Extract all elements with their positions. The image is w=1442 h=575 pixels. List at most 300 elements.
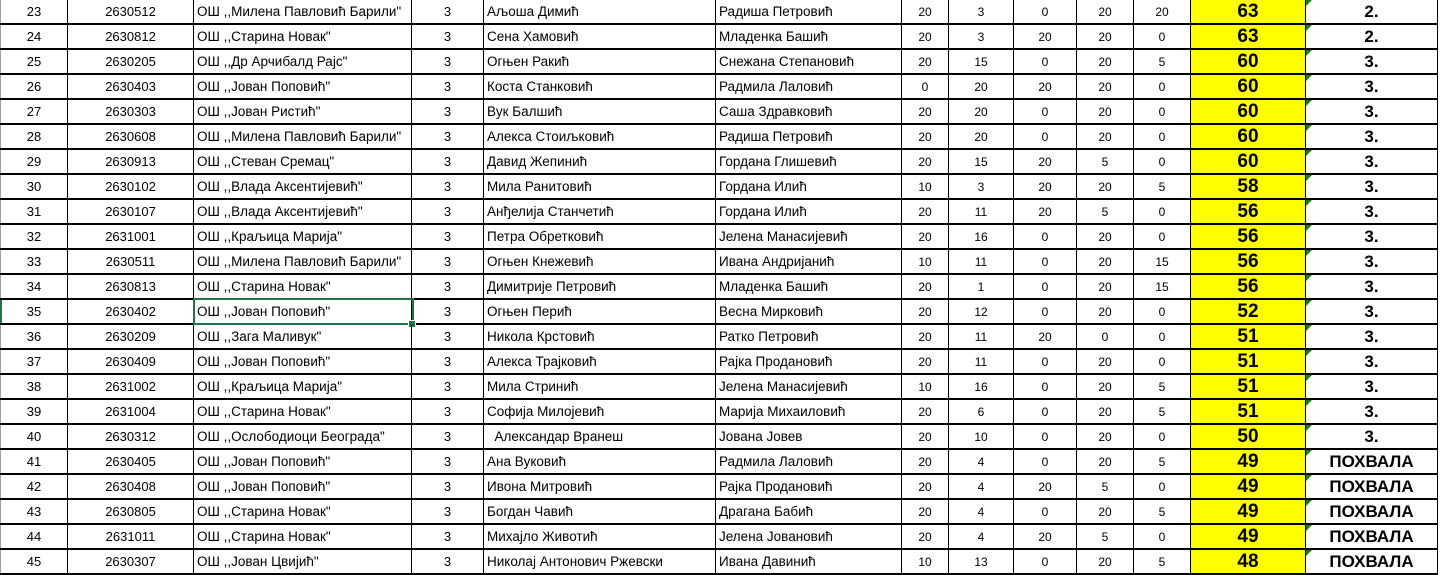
- cell-student[interactable]: [484, 500, 716, 523]
- cell-student[interactable]: [484, 525, 716, 548]
- cell-student[interactable]: [484, 100, 716, 123]
- cell-rank[interactable]: [1306, 350, 1438, 373]
- cell-mentor[interactable]: [716, 25, 902, 48]
- cell-total[interactable]: [1191, 125, 1306, 148]
- cell-grade[interactable]: [412, 450, 484, 473]
- cell-task-4[interactable]: [1077, 300, 1134, 323]
- cell-task-4[interactable]: [1077, 175, 1134, 198]
- cell-total[interactable]: [1191, 150, 1306, 173]
- cell-total[interactable]: [1191, 25, 1306, 48]
- cell-grade[interactable]: [412, 325, 484, 348]
- cell-student[interactable]: [484, 275, 716, 298]
- cell-mentor[interactable]: [716, 0, 902, 23]
- cell-task-4[interactable]: [1077, 0, 1134, 23]
- cell-task-2[interactable]: [949, 25, 1014, 48]
- cell-school[interactable]: [194, 75, 412, 98]
- cell-task-3[interactable]: [1014, 225, 1077, 248]
- cell-task-4[interactable]: [1077, 250, 1134, 273]
- error-indicator-icon[interactable]: [1306, 400, 1312, 406]
- cell-code[interactable]: [68, 475, 194, 498]
- cell-task-5[interactable]: [1134, 175, 1191, 198]
- cell-grade[interactable]: [412, 25, 484, 48]
- cell-student[interactable]: [484, 175, 716, 198]
- cell-task-5[interactable]: [1134, 150, 1191, 173]
- cell-row-number[interactable]: [1, 275, 68, 298]
- cell-task-2[interactable]: [949, 100, 1014, 123]
- cell-school[interactable]: [194, 525, 412, 548]
- cell-school[interactable]: [194, 175, 412, 198]
- cell-code[interactable]: [68, 0, 194, 23]
- cell-task-3[interactable]: [1014, 300, 1077, 323]
- cell-row-number[interactable]: [1, 150, 68, 173]
- cell-task-5[interactable]: [1134, 325, 1191, 348]
- cell-row-number[interactable]: [1, 400, 68, 423]
- cell-total[interactable]: [1191, 100, 1306, 123]
- cell-grade[interactable]: [412, 350, 484, 373]
- cell-code[interactable]: [68, 225, 194, 248]
- cell-task-1[interactable]: [902, 225, 949, 248]
- cell-grade[interactable]: [412, 275, 484, 298]
- error-indicator-icon[interactable]: [1306, 275, 1312, 281]
- cell-school[interactable]: [194, 25, 412, 48]
- cell-task-5[interactable]: [1134, 250, 1191, 273]
- cell-row-number[interactable]: [1, 375, 68, 398]
- cell-rank[interactable]: [1306, 550, 1438, 573]
- cell-rank[interactable]: [1306, 300, 1438, 323]
- cell-task-3[interactable]: [1014, 525, 1077, 548]
- cell-code[interactable]: [68, 50, 194, 73]
- error-indicator-icon[interactable]: [1306, 100, 1312, 106]
- cell-task-1[interactable]: [902, 175, 949, 198]
- cell-school[interactable]: [194, 250, 412, 273]
- cell-total[interactable]: [1191, 550, 1306, 573]
- cell-total[interactable]: [1191, 450, 1306, 473]
- cell-rank[interactable]: [1306, 450, 1438, 473]
- cell-task-2[interactable]: [949, 500, 1014, 523]
- cell-row-number[interactable]: [1, 225, 68, 248]
- cell-school[interactable]: [194, 275, 412, 298]
- cell-grade[interactable]: [412, 525, 484, 548]
- cell-task-5[interactable]: [1134, 275, 1191, 298]
- cell-task-2[interactable]: [949, 250, 1014, 273]
- cell-grade[interactable]: [412, 375, 484, 398]
- cell-grade[interactable]: [412, 425, 484, 448]
- cell-code[interactable]: [68, 500, 194, 523]
- cell-rank[interactable]: [1306, 150, 1438, 173]
- cell-task-5[interactable]: [1134, 550, 1191, 573]
- cell-code[interactable]: [68, 525, 194, 548]
- cell-rank[interactable]: [1306, 200, 1438, 223]
- cell-task-1[interactable]: [902, 375, 949, 398]
- cell-rank[interactable]: [1306, 400, 1438, 423]
- cell-grade[interactable]: [412, 150, 484, 173]
- cell-row-number[interactable]: [1, 475, 68, 498]
- cell-student[interactable]: [484, 450, 716, 473]
- cell-task-2[interactable]: [949, 275, 1014, 298]
- cell-task-1[interactable]: [902, 50, 949, 73]
- cell-task-4[interactable]: [1077, 100, 1134, 123]
- error-indicator-icon[interactable]: [1306, 475, 1312, 481]
- cell-grade[interactable]: [412, 75, 484, 98]
- cell-task-1[interactable]: [902, 100, 949, 123]
- cell-student[interactable]: [484, 225, 716, 248]
- cell-task-4[interactable]: [1077, 225, 1134, 248]
- cell-total[interactable]: [1191, 50, 1306, 73]
- cell-student[interactable]: [484, 125, 716, 148]
- cell-code[interactable]: [68, 200, 194, 223]
- cell-task-2[interactable]: [949, 450, 1014, 473]
- cell-task-4[interactable]: [1077, 75, 1134, 98]
- cell-row-number[interactable]: [1, 525, 68, 548]
- cell-task-3[interactable]: [1014, 375, 1077, 398]
- cell-task-4[interactable]: [1077, 325, 1134, 348]
- cell-row-number[interactable]: [1, 550, 68, 573]
- cell-task-2[interactable]: [949, 75, 1014, 98]
- cell-rank[interactable]: [1306, 525, 1438, 548]
- cell-student[interactable]: [484, 0, 716, 23]
- cell-task-5[interactable]: [1134, 125, 1191, 148]
- cell-student[interactable]: [484, 375, 716, 398]
- cell-task-5[interactable]: [1134, 75, 1191, 98]
- cell-code[interactable]: [68, 175, 194, 198]
- cell-total[interactable]: [1191, 0, 1306, 23]
- cell-task-1[interactable]: [902, 350, 949, 373]
- cell-code[interactable]: [68, 375, 194, 398]
- cell-task-5[interactable]: [1134, 375, 1191, 398]
- cell-task-1[interactable]: [902, 500, 949, 523]
- cell-row-number[interactable]: [1, 50, 68, 73]
- cell-student[interactable]: [484, 325, 716, 348]
- cell-task-3[interactable]: [1014, 350, 1077, 373]
- cell-rank[interactable]: [1306, 250, 1438, 273]
- cell-mentor[interactable]: [716, 425, 902, 448]
- error-indicator-icon[interactable]: [1306, 450, 1312, 456]
- cell-rank[interactable]: [1306, 275, 1438, 298]
- cell-grade[interactable]: [412, 500, 484, 523]
- cell-task-2[interactable]: [949, 175, 1014, 198]
- cell-mentor[interactable]: [716, 500, 902, 523]
- cell-row-number[interactable]: [1, 175, 68, 198]
- cell-task-5[interactable]: [1134, 425, 1191, 448]
- cell-task-3[interactable]: [1014, 450, 1077, 473]
- cell-mentor[interactable]: [716, 200, 902, 223]
- cell-task-4[interactable]: [1077, 150, 1134, 173]
- cell-rank[interactable]: [1306, 50, 1438, 73]
- cell-task-1[interactable]: [902, 300, 949, 323]
- cell-task-2[interactable]: [949, 350, 1014, 373]
- cell-code[interactable]: [68, 75, 194, 98]
- error-indicator-icon[interactable]: [1306, 0, 1312, 6]
- cell-grade[interactable]: [412, 125, 484, 148]
- cell-task-2[interactable]: [949, 525, 1014, 548]
- cell-mentor[interactable]: [716, 275, 902, 298]
- cell-school[interactable]: [194, 200, 412, 223]
- cell-mentor[interactable]: [716, 225, 902, 248]
- cell-task-4[interactable]: [1077, 50, 1134, 73]
- cell-task-5[interactable]: [1134, 200, 1191, 223]
- cell-school[interactable]: [194, 400, 412, 423]
- cell-mentor[interactable]: [716, 300, 902, 323]
- cell-student[interactable]: [484, 475, 716, 498]
- cell-grade[interactable]: [412, 475, 484, 498]
- cell-row-number[interactable]: [1, 100, 68, 123]
- cell-task-4[interactable]: [1077, 350, 1134, 373]
- cell-rank[interactable]: [1306, 0, 1438, 23]
- cell-task-1[interactable]: [902, 325, 949, 348]
- cell-rank[interactable]: [1306, 125, 1438, 148]
- cell-total[interactable]: [1191, 350, 1306, 373]
- cell-task-2[interactable]: [949, 50, 1014, 73]
- cell-mentor[interactable]: [716, 100, 902, 123]
- cell-task-3[interactable]: [1014, 75, 1077, 98]
- cell-task-2[interactable]: [949, 400, 1014, 423]
- cell-mentor[interactable]: [716, 175, 902, 198]
- cell-rank[interactable]: [1306, 75, 1438, 98]
- error-indicator-icon[interactable]: [1306, 375, 1312, 381]
- cell-task-4[interactable]: [1077, 375, 1134, 398]
- cell-task-3[interactable]: [1014, 175, 1077, 198]
- cell-student[interactable]: [484, 425, 716, 448]
- cell-task-3[interactable]: [1014, 550, 1077, 573]
- cell-task-1[interactable]: [902, 250, 949, 273]
- cell-code[interactable]: [68, 300, 194, 323]
- cell-task-2[interactable]: [949, 0, 1014, 23]
- cell-task-4[interactable]: [1077, 125, 1134, 148]
- cell-code[interactable]: [68, 250, 194, 273]
- cell-task-5[interactable]: [1134, 350, 1191, 373]
- cell-total[interactable]: [1191, 375, 1306, 398]
- cell-student[interactable]: [484, 300, 716, 323]
- cell-student[interactable]: [484, 350, 716, 373]
- cell-total[interactable]: [1191, 300, 1306, 323]
- cell-task-4[interactable]: [1077, 400, 1134, 423]
- cell-rank[interactable]: [1306, 175, 1438, 198]
- cell-grade[interactable]: [412, 0, 484, 23]
- cell-mentor[interactable]: [716, 50, 902, 73]
- cell-task-5[interactable]: [1134, 225, 1191, 248]
- cell-student[interactable]: [484, 250, 716, 273]
- cell-task-2[interactable]: [949, 375, 1014, 398]
- cell-rank[interactable]: [1306, 425, 1438, 448]
- cell-mentor[interactable]: [716, 550, 902, 573]
- cell-task-5[interactable]: [1134, 25, 1191, 48]
- cell-task-4[interactable]: [1077, 475, 1134, 498]
- cell-total[interactable]: [1191, 500, 1306, 523]
- cell-school[interactable]: [194, 325, 412, 348]
- cell-row-number[interactable]: [1, 200, 68, 223]
- cell-mentor[interactable]: [716, 325, 902, 348]
- cell-total[interactable]: [1191, 325, 1306, 348]
- cell-task-4[interactable]: [1077, 200, 1134, 223]
- cell-task-1[interactable]: [902, 0, 949, 23]
- cell-task-4[interactable]: [1077, 525, 1134, 548]
- cell-task-2[interactable]: [949, 150, 1014, 173]
- cell-task-1[interactable]: [902, 275, 949, 298]
- cell-task-3[interactable]: [1014, 500, 1077, 523]
- cell-task-5[interactable]: [1134, 300, 1191, 323]
- cell-task-5[interactable]: [1134, 450, 1191, 473]
- cell-task-3[interactable]: [1014, 125, 1077, 148]
- cell-student[interactable]: [484, 400, 716, 423]
- cell-code[interactable]: [68, 450, 194, 473]
- cell-rank[interactable]: [1306, 225, 1438, 248]
- error-indicator-icon[interactable]: [1306, 75, 1312, 81]
- cell-grade[interactable]: [412, 550, 484, 573]
- cell-school[interactable]: [194, 125, 412, 148]
- cell-task-2[interactable]: [949, 225, 1014, 248]
- cell-mentor[interactable]: [716, 400, 902, 423]
- cell-task-5[interactable]: [1134, 525, 1191, 548]
- cell-task-2[interactable]: [949, 425, 1014, 448]
- cell-row-number[interactable]: [1, 450, 68, 473]
- cell-grade[interactable]: [412, 400, 484, 423]
- cell-task-2[interactable]: [949, 550, 1014, 573]
- cell-mentor[interactable]: [716, 350, 902, 373]
- cell-row-number[interactable]: [1, 250, 68, 273]
- error-indicator-icon[interactable]: [1306, 175, 1312, 181]
- cell-mentor[interactable]: [716, 125, 902, 148]
- cell-code[interactable]: [68, 150, 194, 173]
- cell-task-4[interactable]: [1077, 425, 1134, 448]
- error-indicator-icon[interactable]: [1306, 50, 1312, 56]
- cell-total[interactable]: [1191, 200, 1306, 223]
- cell-total[interactable]: [1191, 175, 1306, 198]
- cell-task-1[interactable]: [902, 475, 949, 498]
- cell-task-3[interactable]: [1014, 250, 1077, 273]
- cell-task-4[interactable]: [1077, 25, 1134, 48]
- cell-mentor[interactable]: [716, 475, 902, 498]
- cell-task-3[interactable]: [1014, 50, 1077, 73]
- cell-rank[interactable]: [1306, 25, 1438, 48]
- cell-rank[interactable]: [1306, 325, 1438, 348]
- cell-task-1[interactable]: [902, 200, 949, 223]
- cell-task-3[interactable]: [1014, 100, 1077, 123]
- cell-task-1[interactable]: [902, 425, 949, 448]
- error-indicator-icon[interactable]: [1306, 150, 1312, 156]
- cell-task-2[interactable]: [949, 125, 1014, 148]
- error-indicator-icon[interactable]: [1306, 350, 1312, 356]
- cell-grade[interactable]: [412, 50, 484, 73]
- cell-task-2[interactable]: [949, 200, 1014, 223]
- cell-task-5[interactable]: [1134, 475, 1191, 498]
- cell-rank[interactable]: [1306, 500, 1438, 523]
- cell-task-4[interactable]: [1077, 550, 1134, 573]
- error-indicator-icon[interactable]: [1306, 25, 1312, 31]
- cell-grade[interactable]: [412, 225, 484, 248]
- cell-code[interactable]: [68, 550, 194, 573]
- cell-student[interactable]: [484, 550, 716, 573]
- cell-school[interactable]: [194, 100, 412, 123]
- cell-task-1[interactable]: [902, 400, 949, 423]
- cell-code[interactable]: [68, 100, 194, 123]
- cell-code[interactable]: [68, 125, 194, 148]
- cell-grade[interactable]: [412, 200, 484, 223]
- cell-row-number[interactable]: [1, 425, 68, 448]
- cell-task-1[interactable]: [902, 525, 949, 548]
- cell-code[interactable]: [68, 325, 194, 348]
- cell-total[interactable]: [1191, 275, 1306, 298]
- cell-code[interactable]: [68, 275, 194, 298]
- cell-task-3[interactable]: [1014, 150, 1077, 173]
- cell-code[interactable]: [68, 25, 194, 48]
- cell-grade[interactable]: [412, 100, 484, 123]
- cell-task-3[interactable]: [1014, 475, 1077, 498]
- error-indicator-icon[interactable]: [1306, 125, 1312, 131]
- cell-mentor[interactable]: [716, 75, 902, 98]
- cell-task-2[interactable]: [949, 475, 1014, 498]
- cell-student[interactable]: [484, 150, 716, 173]
- cell-task-3[interactable]: [1014, 425, 1077, 448]
- cell-row-number[interactable]: [1, 500, 68, 523]
- cell-mentor[interactable]: [716, 375, 902, 398]
- cell-task-5[interactable]: [1134, 100, 1191, 123]
- cell-row-number[interactable]: [1, 125, 68, 148]
- cell-task-3[interactable]: [1014, 25, 1077, 48]
- cell-student[interactable]: [484, 75, 716, 98]
- cell-row-number[interactable]: [1, 300, 68, 323]
- cell-row-number[interactable]: [1, 325, 68, 348]
- cell-task-5[interactable]: [1134, 400, 1191, 423]
- cell-task-5[interactable]: [1134, 500, 1191, 523]
- error-indicator-icon[interactable]: [1306, 525, 1312, 531]
- cell-total[interactable]: [1191, 225, 1306, 248]
- cell-student[interactable]: [484, 25, 716, 48]
- error-indicator-icon[interactable]: [1306, 200, 1312, 206]
- cell-total[interactable]: [1191, 400, 1306, 423]
- cell-school[interactable]: [194, 0, 412, 23]
- cell-task-3[interactable]: [1014, 275, 1077, 298]
- cell-school[interactable]: [194, 150, 412, 173]
- cell-task-5[interactable]: [1134, 50, 1191, 73]
- cell-school[interactable]: [194, 475, 412, 498]
- cell-code[interactable]: [68, 400, 194, 423]
- cell-school[interactable]: [194, 50, 412, 73]
- cell-student[interactable]: [484, 200, 716, 223]
- cell-rank[interactable]: [1306, 375, 1438, 398]
- cell-task-4[interactable]: [1077, 500, 1134, 523]
- cell-row-number[interactable]: [1, 75, 68, 98]
- cell-school[interactable]: [194, 225, 412, 248]
- cell-total[interactable]: [1191, 475, 1306, 498]
- cell-total[interactable]: [1191, 75, 1306, 98]
- cell-student[interactable]: [484, 50, 716, 73]
- error-indicator-icon[interactable]: [1306, 225, 1312, 231]
- cell-task-3[interactable]: [1014, 400, 1077, 423]
- cell-mentor[interactable]: [716, 150, 902, 173]
- cell-task-1[interactable]: [902, 150, 949, 173]
- cell-row-number[interactable]: [1, 0, 68, 23]
- cell-grade[interactable]: [412, 250, 484, 273]
- cell-task-2[interactable]: [949, 325, 1014, 348]
- cell-task-1[interactable]: [902, 450, 949, 473]
- cell-school[interactable]: [194, 500, 412, 523]
- error-indicator-icon[interactable]: [1306, 250, 1312, 256]
- cell-task-1[interactable]: [902, 125, 949, 148]
- cell-task-1[interactable]: [902, 25, 949, 48]
- cell-rank[interactable]: [1306, 475, 1438, 498]
- cell-task-4[interactable]: [1077, 275, 1134, 298]
- cell-rank[interactable]: [1306, 100, 1438, 123]
- cell-task-5[interactable]: [1134, 0, 1191, 23]
- cell-mentor[interactable]: [716, 250, 902, 273]
- cell-school[interactable]: [194, 425, 412, 448]
- cell-school[interactable]: [194, 375, 412, 398]
- error-indicator-icon[interactable]: [1306, 550, 1312, 556]
- cell-school[interactable]: [194, 550, 412, 573]
- cell-code[interactable]: [68, 425, 194, 448]
- cell-mentor[interactable]: [716, 450, 902, 473]
- cell-task-3[interactable]: [1014, 325, 1077, 348]
